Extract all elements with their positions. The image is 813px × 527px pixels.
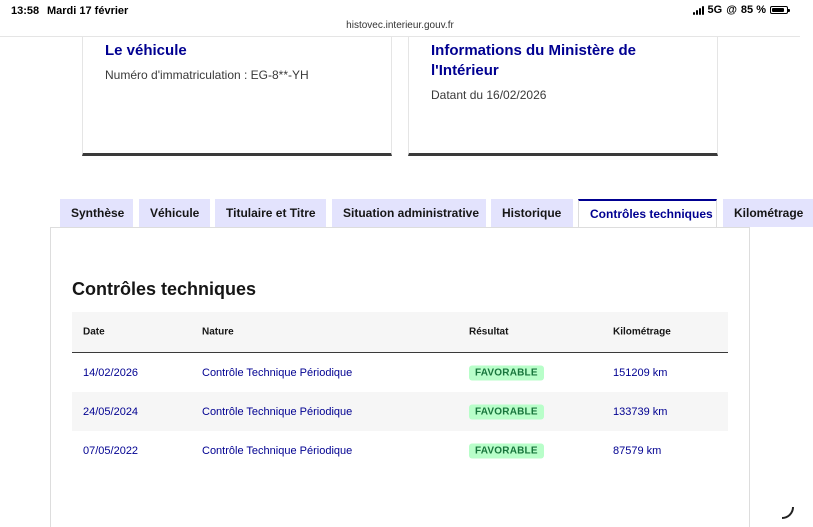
tab-controles-techniques[interactable]: Contrôles techniques xyxy=(578,199,717,227)
ministry-card xyxy=(408,37,718,156)
inspection-date: 24/05/2024 xyxy=(83,405,139,418)
status-date: Mardi 17 février xyxy=(47,5,129,17)
inspection-mileage: 87579 km xyxy=(613,444,662,457)
tab-list xyxy=(60,199,804,227)
result-badge: FAVORABLE xyxy=(469,365,544,380)
tab-vehicule[interactable]: Véhicule xyxy=(139,199,210,227)
table-row xyxy=(72,431,728,470)
inspection-nature: Contrôle Technique Périodique xyxy=(202,444,353,457)
section-title: Contrôles techniques xyxy=(72,279,257,299)
battery-label: 85 % xyxy=(740,4,766,16)
status-indicators xyxy=(693,4,789,16)
vehicle-card xyxy=(82,37,392,156)
inspection-date: 07/05/2022 xyxy=(83,444,139,457)
table-row xyxy=(72,392,728,431)
battery-icon xyxy=(770,6,788,14)
loading-spinner-icon xyxy=(782,507,794,519)
location-icon: @ xyxy=(726,4,737,16)
result-badge: FAVORABLE xyxy=(469,404,544,419)
table-header xyxy=(72,312,728,353)
inspection-nature: Contrôle Technique Périodique xyxy=(202,366,353,379)
status-time: 13:58 xyxy=(11,5,40,17)
ministry-card-title[interactable]: Informations du Ministère de l'Intérieur xyxy=(431,42,637,79)
network-label: 5G xyxy=(707,4,723,16)
signal-icon xyxy=(693,5,704,15)
table-row xyxy=(72,353,728,392)
technical-inspections-table xyxy=(72,312,728,470)
result-badge: FAVORABLE xyxy=(469,443,544,458)
tab-synthese[interactable]: Synthèse xyxy=(60,199,133,227)
column-header-result: Résultat xyxy=(469,326,509,338)
column-header-mileage: Kilométrage xyxy=(613,326,671,338)
tab-titulaire[interactable]: Titulaire et Titre xyxy=(215,199,326,227)
data-date: Datant du 16/02/2026 xyxy=(431,88,547,102)
tab-situation-administrative[interactable]: Situation administrative xyxy=(332,199,486,227)
vehicle-card-title[interactable]: Le véhicule xyxy=(105,42,187,59)
tab-historique[interactable]: Historique xyxy=(491,199,573,227)
inspection-date: 14/02/2026 xyxy=(83,366,139,379)
status-bar xyxy=(0,0,800,22)
column-header-date: Date xyxy=(83,326,105,338)
inspection-mileage: 151209 km xyxy=(613,366,668,379)
tab-kilometrage[interactable]: Kilométrage xyxy=(723,199,813,227)
column-header-nature: Nature xyxy=(202,326,234,338)
address-bar[interactable]: histovec.interieur.gouv.fr xyxy=(346,20,454,31)
inspection-mileage: 133739 km xyxy=(613,405,668,418)
inspection-nature: Contrôle Technique Périodique xyxy=(202,405,353,418)
registration-number: Numéro d'immatriculation : EG-8**-YH xyxy=(105,68,309,82)
